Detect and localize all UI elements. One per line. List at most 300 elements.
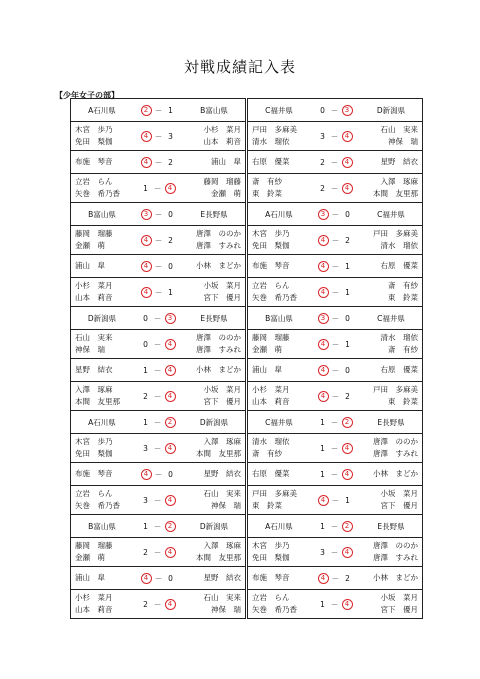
cell-content: [248, 382, 422, 410]
cell-content: [248, 515, 422, 537]
player-name: 免田 梨伽: [75, 449, 113, 458]
player-name: 入澤 琢麻: [380, 177, 418, 186]
player-name: 立岩 らん: [75, 489, 113, 498]
score-a: 1: [143, 365, 148, 375]
cell-content: [71, 307, 245, 329]
cell-content: [71, 203, 245, 225]
player-name: 藤岡 瑠藤: [252, 333, 290, 342]
score-dash: －: [331, 573, 340, 583]
team-a-name: A石川県: [265, 209, 293, 219]
team-a-players: [248, 280, 314, 304]
match-result-cell: [248, 567, 423, 590]
cell-content: [71, 463, 245, 485]
score-a: 4: [141, 469, 152, 480]
team-a-players: [71, 488, 137, 512]
score-b: 1: [345, 287, 350, 297]
team-b-players: [356, 176, 422, 200]
team-a-players: [71, 592, 137, 616]
table-row: [71, 434, 423, 463]
match-result-cell: [248, 278, 423, 307]
player-name: 入澤 琢麻: [203, 541, 241, 550]
score-dash: －: [331, 339, 340, 349]
score-a: 4: [141, 261, 152, 272]
score: [137, 287, 179, 298]
score-dash: －: [153, 547, 162, 557]
player-name: 唐澤 ののか: [196, 333, 241, 342]
score-dash: －: [330, 131, 339, 141]
player-name: 金瀬 萌: [75, 553, 105, 562]
cell-content: [71, 515, 245, 537]
cell-content: [71, 359, 245, 381]
player-name: 清水 瑠依: [380, 241, 418, 250]
score-b: 4: [342, 547, 353, 558]
cell-content: [71, 330, 245, 358]
team-b-name: D新潟県: [376, 105, 406, 115]
match-result-cell: [71, 255, 246, 278]
table-row: [71, 151, 423, 174]
team-b-players: [179, 488, 245, 512]
player-name: 浦山 皐: [75, 261, 105, 270]
table-row: [71, 590, 423, 619]
score-a: 4: [141, 131, 152, 142]
matchup-header-cell: [71, 515, 246, 538]
score: [314, 235, 356, 246]
score-a: 1: [320, 599, 325, 609]
table-row: [71, 567, 423, 590]
score-a: 4: [141, 573, 152, 584]
player-name: 本間 友里那: [196, 449, 241, 458]
team-b-name: E長野県: [377, 417, 405, 427]
player-name: 石山 実来: [75, 333, 113, 342]
match-result-cell: [248, 486, 423, 515]
score: [314, 339, 356, 350]
score-dash: －: [153, 391, 162, 401]
player-name: 星野 結衣: [203, 469, 241, 478]
match-result-cell: [71, 382, 246, 411]
team-a-players: [71, 540, 137, 564]
team-a-players: [248, 332, 314, 356]
player-name: 小坂 菜月: [203, 281, 241, 290]
score: [133, 521, 183, 532]
team-a-players: [71, 280, 137, 304]
score: [133, 313, 183, 324]
score-dash: －: [154, 157, 163, 167]
score-b: 0: [345, 365, 350, 375]
score-b: 4: [165, 183, 176, 194]
player-name: 唐澤 ののか: [373, 541, 418, 550]
player-name: 星野 結衣: [203, 573, 241, 582]
score: [314, 365, 356, 376]
team-b-players: [179, 592, 245, 616]
score-b: 0: [345, 313, 350, 323]
matchup-header-cell: [71, 411, 246, 434]
team-b-name: D新潟県: [199, 521, 229, 531]
player-name: 戸田 多麻美: [373, 229, 418, 238]
player-name: 藤岡 瑠藤: [75, 229, 113, 238]
player-name: 布施 琴音: [252, 573, 290, 582]
player-name: 本間 友里那: [75, 397, 120, 406]
player-name: 斎 有紗: [388, 281, 418, 290]
player-name: 矢巻 希乃香: [75, 189, 120, 198]
score-a: 3: [141, 209, 152, 220]
score-dash: －: [153, 339, 162, 349]
player-name: 小坂 菜月: [380, 593, 418, 602]
team-a-players: [248, 124, 314, 148]
player-name: 入澤 琢麻: [75, 385, 113, 394]
matchup-header-cell: [248, 307, 423, 330]
score-b: 4: [342, 131, 353, 142]
team-b-players: [179, 468, 245, 480]
player-name: 右原 優菜: [380, 261, 418, 270]
score: [314, 287, 356, 298]
score: [137, 443, 179, 454]
score-dash: －: [330, 521, 339, 531]
cell-content: [71, 538, 245, 566]
cell-content: [248, 590, 422, 618]
score-dash: －: [153, 183, 162, 193]
score-dash: －: [331, 261, 340, 271]
cell-content: [71, 434, 245, 462]
team-a-players: [248, 592, 314, 616]
match-result-cell: [248, 174, 423, 203]
cell-content: [248, 99, 422, 121]
score-b: 3: [168, 131, 173, 141]
match-result-cell: [71, 486, 246, 515]
score-dash: －: [331, 287, 340, 297]
match-result-cell: [248, 255, 423, 278]
team-b-players: [179, 124, 245, 148]
match-result-cell: [71, 122, 246, 151]
table-row: [71, 411, 423, 434]
cell-content: [248, 463, 422, 485]
score-a: 3: [320, 547, 325, 557]
player-name: 山本 莉音: [252, 397, 290, 406]
team-a-players: [248, 572, 314, 584]
score-b: 2: [345, 391, 350, 401]
player-name: 神保 瑞: [211, 605, 241, 614]
team-a-name: C福井県: [265, 417, 293, 427]
score-b: 4: [165, 339, 176, 350]
score: [133, 209, 183, 220]
team-b-players: [179, 436, 245, 460]
score-dash: －: [331, 235, 340, 245]
match-result-cell: [248, 122, 423, 151]
team-b-players: [356, 384, 422, 408]
score-b: 2: [345, 235, 350, 245]
score-a: 0: [143, 313, 148, 323]
match-result-cell: [248, 226, 423, 255]
team-a-players: [248, 436, 314, 460]
table-row: [71, 307, 423, 330]
team-a-name: B富山県: [265, 313, 293, 323]
score-dash: －: [154, 235, 163, 245]
cell-content: [71, 278, 245, 306]
cell-content: [248, 174, 422, 202]
score-dash: －: [330, 183, 339, 193]
score-b: 2: [168, 157, 173, 167]
player-name: 斎 有紗: [388, 345, 418, 354]
player-name: 東 鈴菜: [252, 189, 282, 198]
team-b-players: [356, 572, 422, 584]
match-result-cell: [71, 330, 246, 359]
matchup-header-cell: [248, 99, 423, 122]
team-b-name: C福井県: [377, 313, 405, 323]
score-a: 3: [320, 131, 325, 141]
match-result-cell: [71, 174, 246, 203]
score-a: 4: [141, 235, 152, 246]
score: [314, 391, 356, 402]
cell-content: [71, 226, 245, 254]
player-name: 山本 莉音: [203, 137, 241, 146]
score-dash: －: [330, 469, 339, 479]
matchup-header-cell: [71, 203, 246, 226]
score-a: 4: [318, 261, 329, 272]
match-result-cell: [71, 434, 246, 463]
team-a-players: [248, 156, 314, 168]
team-a-players: [71, 260, 137, 272]
team-b-name: E長野県: [200, 209, 228, 219]
match-result-cell: [248, 538, 423, 567]
score: [314, 547, 356, 558]
player-name: 金瀬 萌: [252, 345, 282, 354]
player-name: 小林 まどか: [196, 365, 241, 374]
score-dash: －: [154, 261, 163, 271]
cell-content: [248, 226, 422, 254]
player-name: 木宮 歩乃: [252, 229, 290, 238]
score-dash: －: [330, 443, 339, 453]
score-a: 2: [320, 157, 325, 167]
score: [310, 313, 360, 324]
team-a-players: [248, 540, 314, 564]
team-a-players: [71, 384, 137, 408]
player-name: 清水 瑠依: [380, 333, 418, 342]
table-row: [71, 515, 423, 538]
score-b: 4: [165, 547, 176, 558]
team-a-players: [71, 156, 137, 168]
score-dash: －: [330, 157, 339, 167]
score-a: 4: [318, 339, 329, 350]
matchup-header-cell: [248, 515, 423, 538]
score-a: 4: [318, 287, 329, 298]
player-name: 小坂 菜月: [203, 385, 241, 394]
score-a: 2: [141, 105, 152, 116]
match-result-cell: [248, 359, 423, 382]
team-a-name: A石川県: [265, 521, 293, 531]
cell-content: [248, 538, 422, 566]
score: [137, 547, 179, 558]
player-name: 小林 まどか: [373, 573, 418, 582]
team-a-players: [248, 228, 314, 252]
score: [310, 209, 360, 220]
player-name: 小杉 菜月: [203, 125, 241, 134]
score: [133, 105, 183, 116]
team-a-players: [248, 176, 314, 200]
score: [137, 573, 179, 584]
team-b-name: C福井県: [377, 209, 405, 219]
score-dash: －: [153, 313, 162, 323]
score-dash: －: [331, 313, 340, 323]
cell-content: [71, 486, 245, 514]
team-b-players: [356, 488, 422, 512]
player-name: 矢巻 希乃香: [252, 605, 297, 614]
score: [133, 417, 183, 428]
player-name: 星野 結衣: [75, 365, 113, 374]
player-name: 宮下 優月: [203, 293, 241, 302]
cell-content: [248, 434, 422, 462]
cell-content: [71, 590, 245, 618]
score-b: 4: [342, 183, 353, 194]
match-result-cell: [248, 590, 423, 619]
player-name: 石山 実来: [203, 489, 241, 498]
score-dash: －: [331, 209, 340, 219]
player-name: 藤岡 瑠藤: [203, 177, 241, 186]
score-b: 2: [165, 417, 176, 428]
team-a-players: [248, 260, 314, 272]
team-a-players: [71, 364, 137, 376]
score-dash: －: [331, 365, 340, 375]
score: [310, 521, 360, 532]
player-name: 唐澤 ののか: [196, 229, 241, 238]
cell-content: [71, 99, 245, 121]
player-name: 小杉 菜月: [75, 593, 113, 602]
score-a: 0: [143, 339, 148, 349]
score-dash: －: [153, 365, 162, 375]
team-b-players: [356, 436, 422, 460]
player-name: 星野 結衣: [380, 157, 418, 166]
score-a: 1: [143, 183, 148, 193]
score-a: 4: [318, 235, 329, 246]
score-b: 0: [168, 469, 173, 479]
team-b-players: [356, 540, 422, 564]
match-result-cell: [71, 278, 246, 307]
matchup-header-cell: [71, 99, 246, 122]
team-a-players: [248, 364, 314, 376]
player-name: 入澤 琢麻: [203, 437, 241, 446]
score: [137, 131, 179, 142]
player-name: 東 鈴菜: [388, 293, 418, 302]
score-b: 1: [345, 339, 350, 349]
table-row: [71, 463, 423, 486]
score-dash: －: [330, 417, 339, 427]
team-b-players: [356, 468, 422, 480]
score-b: 0: [168, 261, 173, 271]
cell-content: [71, 255, 245, 277]
team-b-players: [179, 260, 245, 272]
cell-content: [71, 174, 245, 202]
score-a: 4: [141, 287, 152, 298]
score-b: 0: [345, 209, 350, 219]
score: [314, 443, 356, 454]
score: [137, 235, 179, 246]
score: [137, 391, 179, 402]
score-a: 2: [143, 391, 148, 401]
score: [310, 105, 360, 116]
score-dash: －: [154, 573, 163, 583]
score: [137, 339, 179, 350]
score: [314, 131, 356, 142]
score-a: 4: [318, 391, 329, 402]
team-b-players: [179, 332, 245, 356]
score-dash: －: [153, 417, 162, 427]
score-a: 1: [320, 443, 325, 453]
score-a: 3: [143, 495, 148, 505]
score-b: 4: [342, 469, 353, 480]
team-b-name: B富山県: [200, 105, 228, 115]
cell-content: [248, 255, 422, 277]
score-b: 4: [165, 391, 176, 402]
match-result-cell: [71, 359, 246, 382]
score-b: 1: [345, 495, 350, 505]
cell-content: [248, 203, 422, 225]
score-b: 3: [165, 313, 176, 324]
score-dash: －: [330, 105, 339, 115]
team-b-name: E長野県: [200, 313, 228, 323]
team-a-players: [248, 468, 314, 480]
player-name: 立岩 らん: [252, 593, 290, 602]
player-name: 宮下 優月: [380, 605, 418, 614]
team-b-players: [356, 156, 422, 168]
score: [314, 261, 356, 272]
team-b-players: [356, 280, 422, 304]
player-name: 本間 友里那: [373, 189, 418, 198]
section-label: 【少年女子の部】: [55, 91, 119, 100]
cell-content: [71, 411, 245, 433]
table-row: [71, 255, 423, 278]
matchup-header-cell: [71, 307, 246, 330]
team-a-name: A石川県: [88, 417, 116, 427]
score: [137, 365, 179, 376]
score-a: 1: [320, 521, 325, 531]
score: [310, 417, 360, 428]
page-title: 対戦成績記入表: [183, 58, 296, 76]
cell-content: [248, 122, 422, 150]
team-a-name: B富山県: [88, 521, 116, 531]
score-a: 1: [320, 469, 325, 479]
table-row: [71, 278, 423, 307]
score-b: 2: [165, 521, 176, 532]
score-a: 3: [318, 313, 329, 324]
cell-content: [248, 330, 422, 358]
score: [137, 183, 179, 194]
player-name: 神保 瑞: [388, 137, 418, 146]
score-b: 4: [342, 157, 353, 168]
score-dash: －: [330, 547, 339, 557]
score-a: 4: [318, 573, 329, 584]
player-name: 浦山 皐: [252, 365, 282, 374]
score-b: 1: [345, 261, 350, 271]
cell-content: [248, 307, 422, 329]
team-b-name: D新潟県: [199, 417, 229, 427]
player-name: 東 鈴菜: [252, 501, 282, 510]
score: [314, 183, 356, 194]
cell-content: [71, 382, 245, 410]
player-name: 浦山 皐: [75, 573, 105, 582]
team-b-players: [179, 176, 245, 200]
player-name: 金瀬 萌: [211, 189, 241, 198]
player-name: 清水 瑠依: [252, 137, 290, 146]
score: [314, 495, 356, 506]
team-a-players: [71, 176, 137, 200]
score-b: 2: [342, 417, 353, 428]
score-a: 2: [320, 183, 325, 193]
cell-content: [71, 122, 245, 150]
score-dash: －: [153, 521, 162, 531]
player-name: 斎 有紗: [252, 177, 282, 186]
team-b-players: [179, 364, 245, 376]
score-a: 1: [320, 417, 325, 427]
team-b-players: [356, 364, 422, 376]
score: [137, 261, 179, 272]
